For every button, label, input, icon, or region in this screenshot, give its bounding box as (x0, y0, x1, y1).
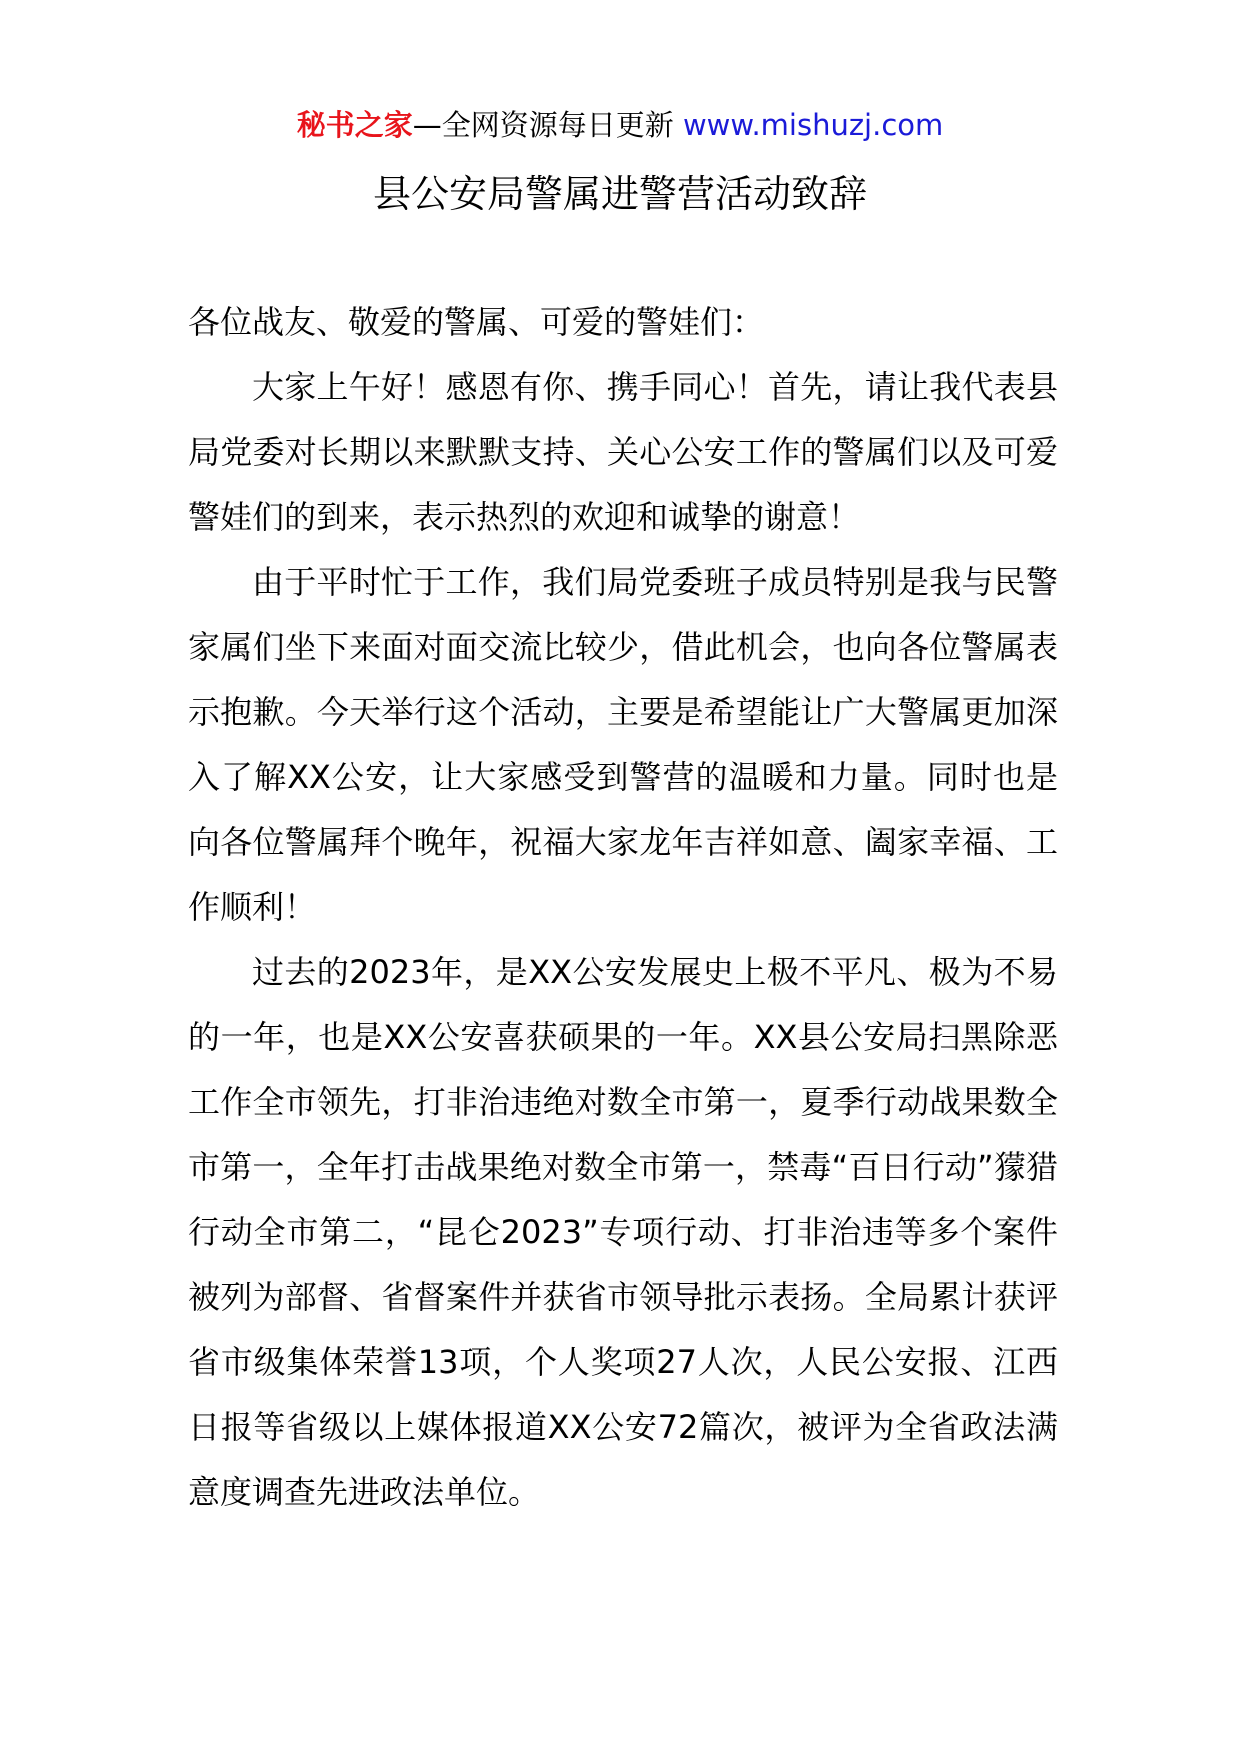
website-link[interactable]: www.mishuzj.com (682, 108, 944, 142)
page-header (0, 100, 1240, 150)
header-slogan: —全网资源每日更新 (412, 108, 683, 142)
paragraph-achievements: 过去的2023年，是XX公安发展史上极不平凡、极为不易的一年，也是XX公安喜获硕果的一年。XX县公安局扫黑除恶工作全市领先，打非治违绝对数全市第一，夏季行动战果数全市第一，全年打击战果绝对数全市第一，禁毒“百日行动”獴猎行动全市第二，“昆仑2023”专项行动、打非治违等多个案件被列为部督、省督案件并获省市领导批示表扬。全局累计获评省市级集体荣誉13项，个人奖项27人次，人民公安报、江西日报等省级以上媒体报道XX公安72篇次，被评为全省政法满意度调查先进政法单位。 (188, 953, 1058, 1511)
document-body (188, 290, 1058, 1525)
brand-name: 秘书之家 (296, 108, 413, 142)
document-title: 县公安局警属进警营活动致辞 (372, 172, 867, 216)
salutation: 各位战友、敬爱的警属、可爱的警娃们： (188, 303, 765, 341)
paragraph-apology: 由于平时忙于工作，我们局党委班子成员特别是我与民警家属们坐下来面对面交流比较少，借此机会，也向各位警属表示抱歉。今天举行这个活动，主要是希望能让广大警属更加深入了解XX公安，让大家感受到警营的温暖和力量。同时也是向各位警属拜个晚年，祝福大家龙年吉祥如意、阖家幸福、工作顺利！ (188, 563, 1058, 926)
paragraph-greeting: 大家上午好！感恩有你、携手同心！首先，请让我代表县局党委对长期以来默默支持、关心公安工作的警属们以及可爱警娃们的到来，表示热烈的欢迎和诚挚的谢意！ (188, 368, 1058, 536)
